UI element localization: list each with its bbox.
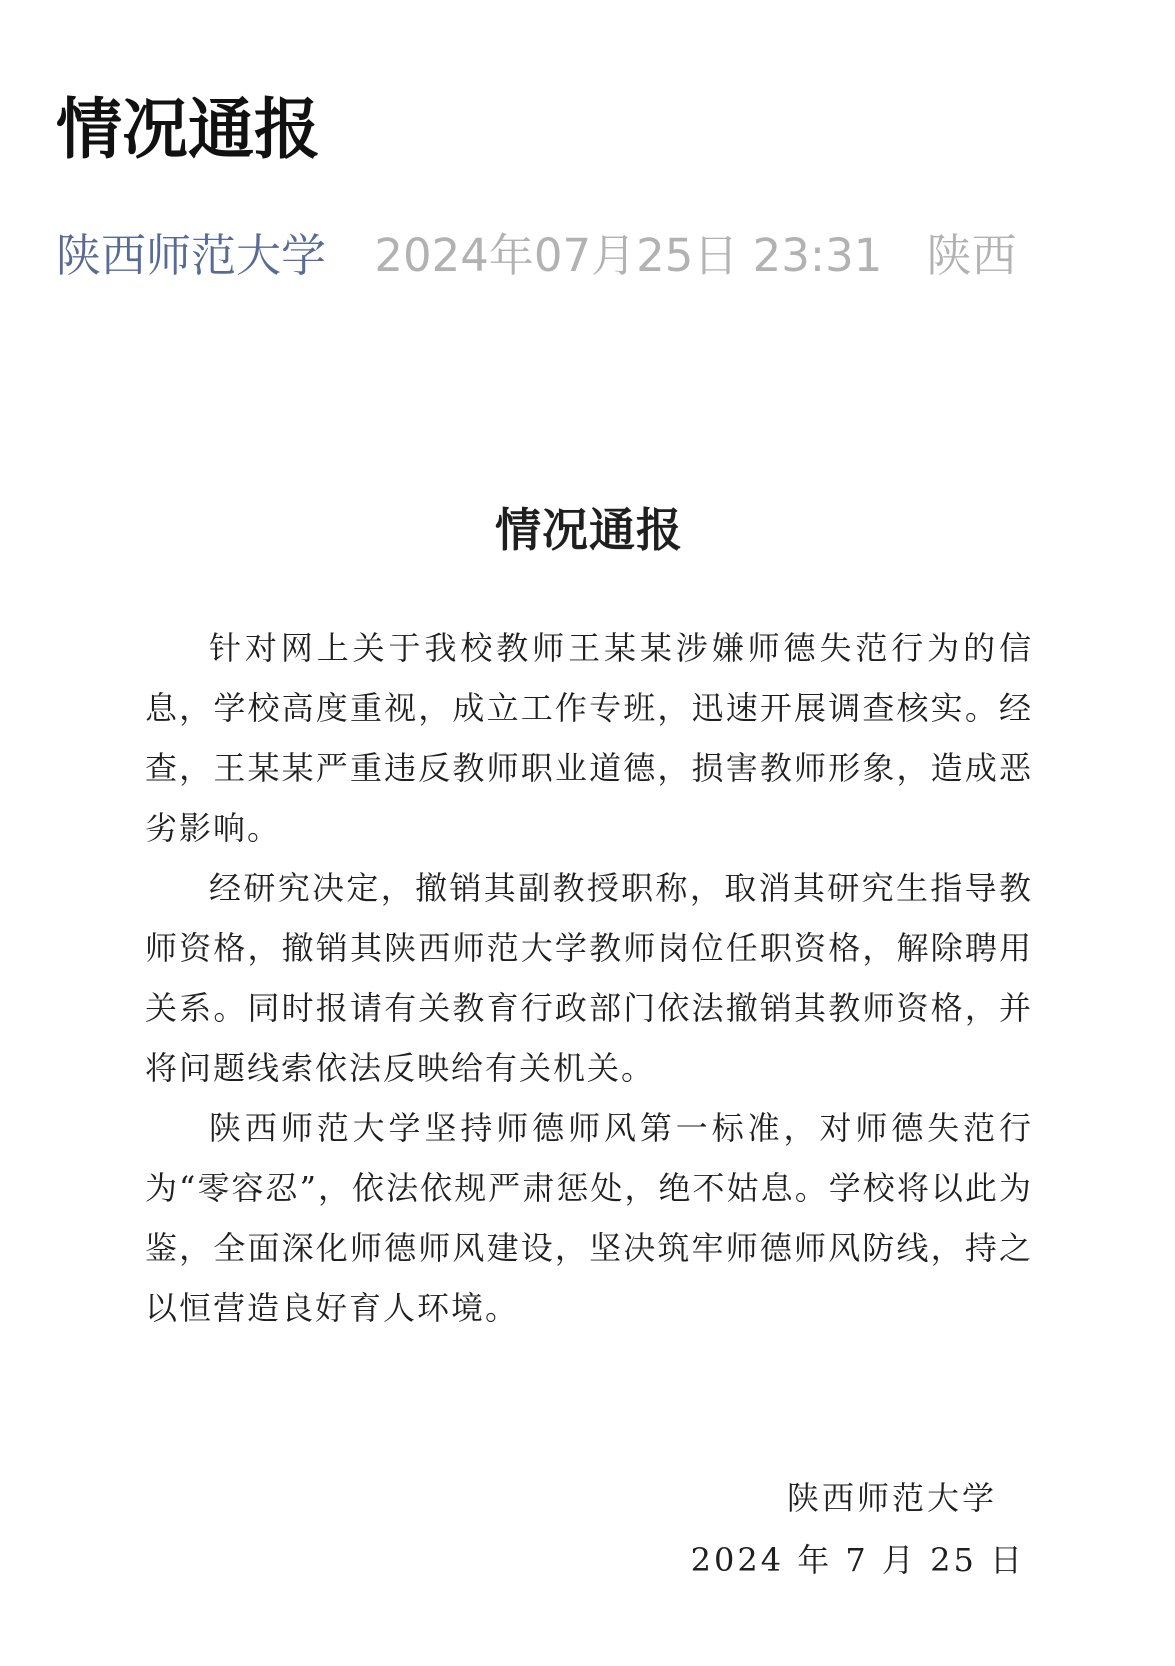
notice-document [145, 500, 1033, 1338]
publish-location: 陕西 [926, 229, 1017, 282]
notice-title: 情况通报 [495, 503, 683, 557]
publish-time: 2024年07月25日 23:31 [374, 229, 883, 282]
notice-signature [691, 1467, 1025, 1591]
article-meta [56, 228, 1017, 284]
signature-date: 2024 年 7 月 25 日 [690, 1541, 1025, 1579]
notice-paragraph-1: 针对网上关于我校教师王某某涉嫌师德失范行为的信息，学校高度重视，成立工作专班，迅速开展调查核实。经查，王某某严重违反教师职业道德，损害教师形象，造成恶劣影响。 [145, 629, 1033, 847]
author-link[interactable]: 陕西师范大学 [56, 229, 327, 282]
signature-org: 陕西师范大学 [786, 1479, 997, 1517]
notice-paragraph-3: 陕西师范大学坚持师德师风第一标准，对师德失范行为“零容忍”，依法依规严肃惩处，绝不姑息。学校将以此为鉴，全面深化师德师风建设，坚决筑牢师德师风防线，持之以恒营造良好育人环境。 [145, 1109, 1033, 1327]
notice-paragraph-2: 经研究决定，撤销其副教授职称，取消其研究生指导教师资格，撤销其陕西师范大学教师岗位任职资格，解除聘用关系。同时报请有关教育行政部门依法撤销其教师资格，并将问题线索依法反映给有关机关。 [145, 869, 1033, 1087]
article-title: 情况通报 [56, 91, 320, 168]
